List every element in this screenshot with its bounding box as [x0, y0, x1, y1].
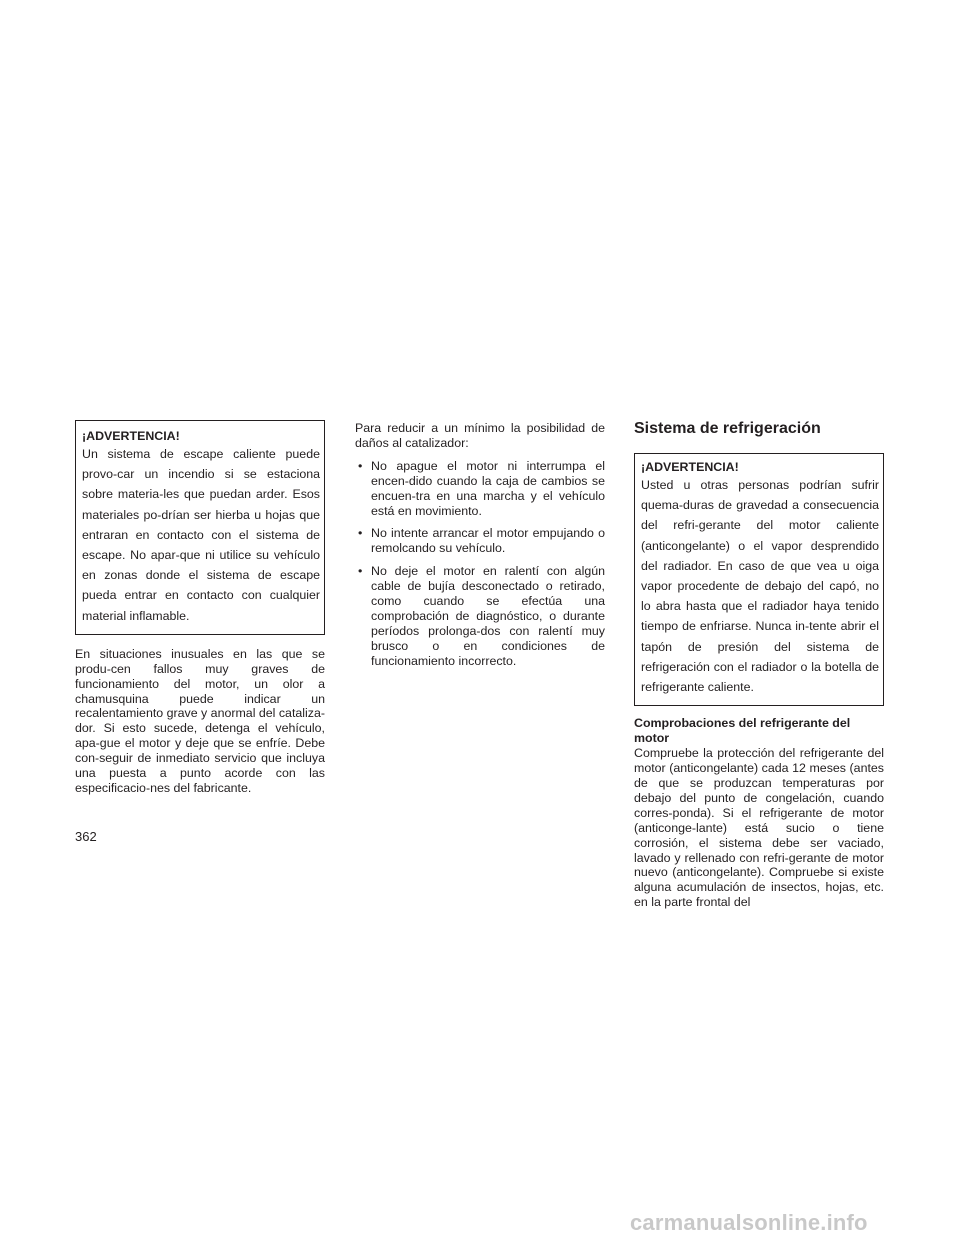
middle-column: [355, 421, 605, 677]
section-title: Sistema de refrigeración: [634, 420, 821, 437]
bullet-text: No apague el motor ni interrumpa el encen-dido cuando la caja de cambios se encuen-tra en una marcha y el vehículo está en movimiento.: [371, 458, 605, 518]
warning-box-coolant: [634, 453, 884, 706]
left-column: [75, 420, 325, 796]
bullet-text: No deje el motor en ralentí con algún cable de bujía desconectado o retirado, como cuando se efectúa una comprobación de diagnóstico, o durante períodos prolonga-dos con ralentí muy brusco o en condiciones de funcionamiento incorrecto.: [371, 564, 605, 668]
bullet-icon: •: [358, 526, 363, 541]
right-column: [634, 419, 884, 910]
warning-title: ¡ADVERTENCIA!: [641, 460, 739, 474]
catalyst-intro: Para reducir a un mínimo la posibilidad de daños al catalizador:: [355, 421, 605, 450]
page-number: 362: [75, 829, 97, 844]
list-item: [355, 526, 605, 556]
warning-text: Un sistema de escape caliente puede provo-car un incendio si se estaciona sobre materia-les que puedan arder. Esos materiales po-drían ser hierba u hojas que entraran en contacto con el sistema de escape. No apar-que ni utilice su vehículo en zonas donde el sistema de escape pueda entrar en contacto con cualquier material inflamable.: [82, 447, 320, 623]
warning-title: ¡ADVERTENCIA!: [82, 429, 180, 443]
watermark: carmanualsonline.info: [630, 1210, 868, 1235]
coolant-paragraph: Compruebe la protección del refrigerante del motor (anticongelante) cada 12 meses (antes de que se produzcan temperaturas por debajo del punto de congelación, cuando corres-ponda). Si el refrigerante de motor (anticonge-lante) está sucio o tiene corrosión, el sistema debe ser vaciado, lavado y rellenado con refri-gerante de motor nuevo (anticongelante). Compruebe si existe alguna acumulación de insectos, hojas, etc. en la parte frontal del: [634, 746, 884, 910]
bullet-text: No intente arrancar el motor empujando o remolcando su vehículo.: [371, 526, 605, 556]
warning-text: Usted u otras personas podrían sufrir quema-duras de gravedad a consecuencia del refri-gerante del motor caliente (anticongelante) o el vapor desprendido del radiador. En caso de que vea u oiga vapor procedente de debajo del capó, no lo abra hasta que el radiador haya tenido tiempo de enfriarse. Nunca in-tente abrir el tapón de presión del sistema de refrigeración con el radiador o la botella de refrigerante caliente.: [641, 478, 879, 695]
catalyst-overheat-paragraph: En situaciones inusuales en las que se produ-cen fallos muy graves de funcionamiento del motor, un olor a chamusquina puede indicar un recalentamiento grave y anormal del cataliza-dor. Si esto sucede, detenga el vehículo, apa-gue el motor y deje que se enfríe. Debe con-seguir de inmediato servicio que incluya una puesta a punto acorde con las especificacio-nes del fabricante.: [75, 646, 326, 795]
list-item: [355, 459, 605, 519]
coolant-subheading: Comprobaciones del refrigerante del motor: [634, 716, 851, 746]
bullet-icon: •: [358, 458, 363, 473]
bullet-icon: •: [358, 564, 363, 579]
catalyst-bullet-list: [355, 459, 605, 669]
warning-box-exhaust: [75, 420, 325, 635]
list-item: [355, 564, 605, 668]
